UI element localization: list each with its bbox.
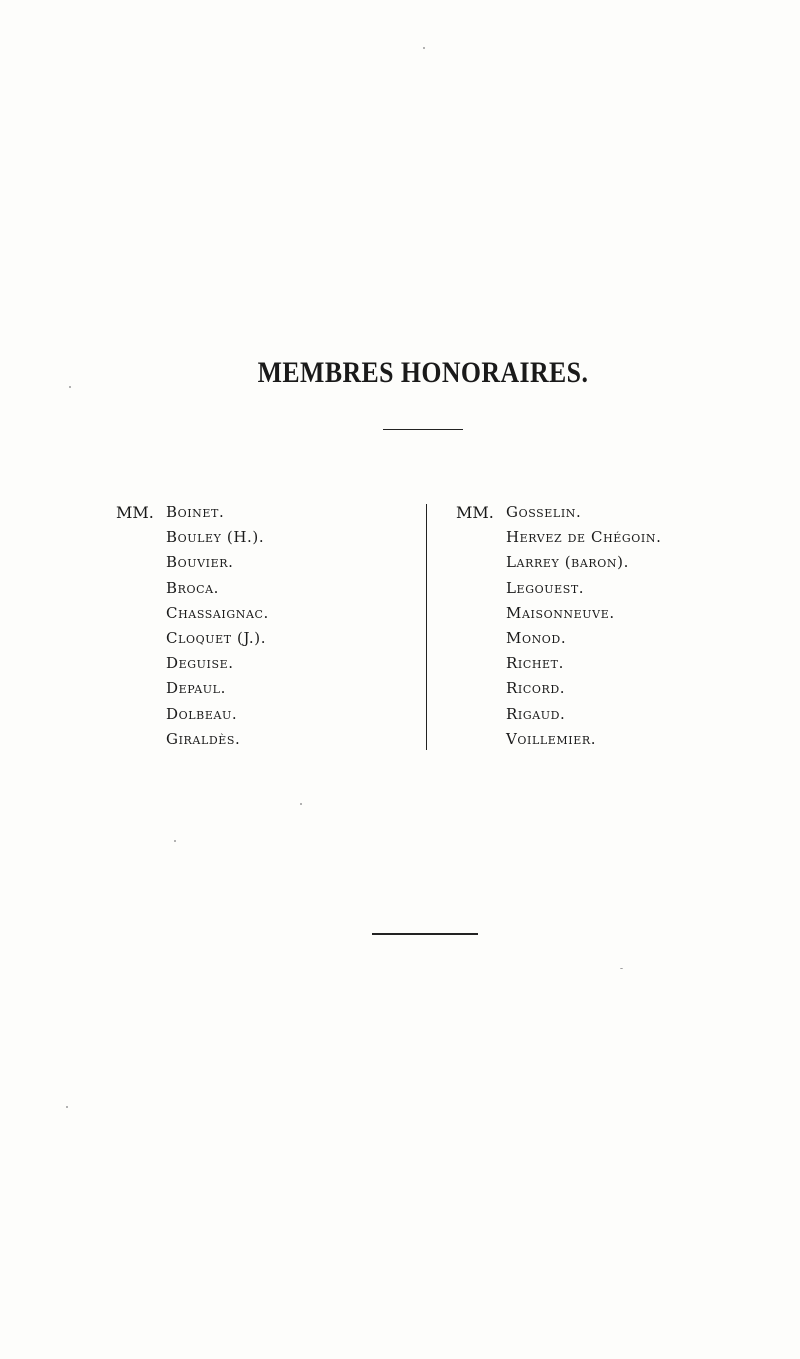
member-name: Deguise. — [166, 654, 234, 673]
member-name: Rigaud. — [506, 704, 566, 723]
member-name: Boinet. — [166, 503, 225, 521]
paper-speck — [300, 803, 302, 805]
column-divider — [426, 504, 427, 750]
member-name: Monod. — [506, 628, 567, 647]
member-name: Legouest. — [506, 578, 585, 597]
member-name: Ricord. — [506, 679, 566, 698]
member-name: Chassaignac. — [166, 603, 269, 622]
right-column-prefix: MM. — [456, 503, 494, 522]
right-member-list — [506, 500, 661, 752]
member-name: Voillemier. — [506, 729, 597, 748]
paper-speck — [66, 1106, 68, 1108]
member-name: Maisonneuve. — [506, 603, 615, 622]
member-name: Hervez de Chégoin. — [506, 528, 662, 547]
left-column-prefix: MM. — [116, 503, 154, 522]
member-name: Cloquet (J.). — [166, 628, 267, 647]
member-name: Larrey (baron). — [506, 553, 629, 572]
member-name: Bouvier. — [166, 553, 234, 572]
member-name: Gosselin. — [506, 503, 582, 521]
member-name: Broca. — [166, 578, 220, 597]
member-name: Dolbeau. — [166, 704, 238, 723]
paper-speck — [174, 840, 176, 842]
member-name: Richet. — [506, 654, 564, 673]
member-name: Depaul. — [166, 679, 226, 698]
page-title: MEMBRES HONORAIRES. — [257, 356, 589, 390]
closing-rule — [372, 933, 478, 935]
member-name: Giraldès. — [166, 729, 241, 748]
paper-speck — [423, 47, 425, 49]
member-name: Bouley (H.). — [166, 528, 265, 547]
title-underline-rule — [383, 429, 463, 430]
paper-speck — [620, 968, 623, 969]
paper-speck — [69, 386, 71, 388]
left-member-list — [166, 500, 269, 752]
